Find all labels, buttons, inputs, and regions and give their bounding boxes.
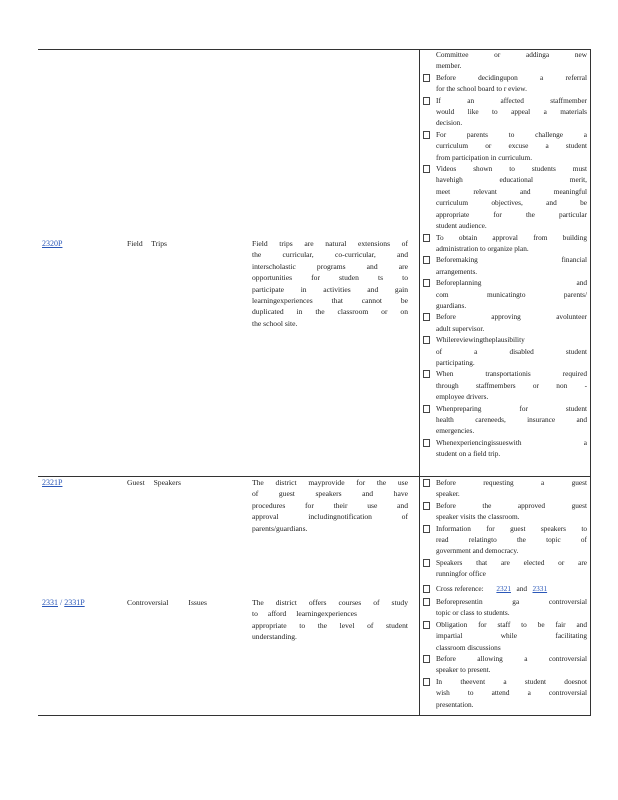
list-item-line: If an affected staffmember [436,95,587,105]
list-item-line: To obtain approval from building [436,232,587,242]
list-item [423,403,587,437]
cross-reference-conjunction: and [516,584,528,593]
list-item-line: Whenpreparing for student [436,403,587,413]
list-item [423,557,587,580]
list-item-line: curriculum or excuse a student [436,141,587,151]
list-item-line: Beforeplanning and [436,278,587,288]
list-item-line: presentation. [436,699,474,709]
description-line: the school site. [252,318,298,328]
list-item [423,368,587,402]
list-item [423,334,587,368]
checkbox-bullet-icon [423,97,430,105]
list-item-line: For parents to challenge a [436,129,587,139]
list-item-line: adult supervisor. [436,323,485,333]
checkbox-bullet-icon [423,256,430,264]
policy-code-2331[interactable] [42,597,85,608]
checkbox-bullet-icon [423,131,430,139]
list-item [423,653,587,676]
description-line: approval includingnotification of [252,512,408,522]
list-item [423,437,587,460]
description-line: participate in activities and gain [252,284,408,294]
list-item-line: appropriate for the particular [436,209,587,219]
cross-reference [423,583,587,594]
description-line: The district mayprovide for the use [252,478,408,487]
list-item-line: employee drivers. [436,392,489,402]
list-item-line: classroom discussions [436,642,501,652]
list-item-line: Whenexperiencingissueswith a [436,437,587,447]
table-right-border [590,49,591,715]
policy-code-link[interactable]: 2331 [42,598,58,607]
policy-code-2320p[interactable] [42,238,62,249]
list-item [423,583,587,594]
list-item-line: emergencies. [436,426,475,436]
description-line: Field trips are natural extensions of [252,239,408,248]
checkbox-bullet-icon [423,370,430,378]
policy-description [252,477,408,534]
list-item [423,523,587,557]
list-item-line: decision. [436,118,463,128]
checkbox-bullet-icon [423,655,430,663]
list-item-line: havehigh educational merit, [436,175,587,185]
policy-title [127,597,207,608]
list-item-line: topic or class to students. [436,608,510,618]
list-item [423,676,587,710]
checkbox-bullet-icon [423,621,430,629]
list-item-line: Obligation for staff to be fair and [436,619,587,629]
policy-title [127,238,167,249]
list-item [423,232,587,255]
list-item-line: speaker visits the classroom. [436,512,520,522]
description-line: appropriate to the level of student [252,620,408,630]
list-item-line: health careneeds, insurance and [436,415,587,424]
description-line: understanding. [252,632,297,642]
list-item-line: of a disabled student [436,346,587,356]
description-line: to afford learningexperiences [252,609,357,619]
list-item-line: runningfor office [436,569,486,579]
list-item [423,596,587,619]
checkbox-bullet-icon [423,74,430,82]
list-item [423,311,587,334]
list-item-line: member. [436,61,462,71]
policy-code-link[interactable]: 2321P [42,478,63,487]
list-item-line: speaker. [436,489,460,499]
list-item [423,500,587,523]
policy-description [252,597,408,643]
list-item-line: Before requesting a guest [436,478,587,487]
list-item-line: read relatingto the topic of [436,535,587,545]
list-item [423,163,587,231]
policy-description [252,238,408,329]
cross-reference-label: Cross reference: [436,584,484,593]
description-line: of guest speakers and have [252,489,408,499]
list-item [423,129,587,163]
cross-reference-link-2331[interactable]: 2331 [532,584,548,593]
policy-code-link[interactable]: 2320P [42,239,63,248]
list-item-line: In theevent a student doesnot [436,676,587,686]
checkbox-bullet-icon [423,479,430,487]
description-line: parents/guardians. [252,523,308,533]
cross-reference-line [436,583,587,594]
description-line: opportunities for studen ts to [252,273,408,283]
checkbox-bullet-icon [423,279,430,287]
checkbox-bullet-icon [423,234,430,242]
list-item [423,277,587,311]
description-line: the curricular, co-curricular, and [252,250,408,260]
list-item-line: impartial while facilitating [436,631,587,641]
checkbox-bullet-icon [423,405,430,413]
checkbox-bullet-icon [423,678,430,686]
table-bottom-border [38,715,591,716]
list-item-line: student audience. [436,221,487,231]
description-line: interscholastic programs and are [252,261,408,271]
policy-title [127,477,181,488]
list-item-line: would like to appeal a materials [436,107,587,117]
list-item-line: Whilereviewingtheplausibility [436,335,525,345]
bullet-list-field-trips [423,49,587,460]
list-item [423,95,587,129]
cross-reference-link-2321[interactable]: 2321 [496,584,511,593]
code-separator: / [60,598,63,607]
list-item-line: student on a field trip. [436,449,501,459]
policy-title-text: Controversial Issues [127,598,207,607]
list-item-line: Before decidingupon a referral [436,72,587,82]
list-item-line: Beforemaking financial [436,255,587,265]
checkbox-bullet-icon [423,313,430,321]
description-line: learningexperiences that cannot be [252,296,408,306]
checkbox-bullet-icon [423,439,430,447]
list-item-line: Videos shown to students must [436,164,587,174]
bullet-list-guest-speakers [423,477,587,580]
checkbox-bullet-icon [423,165,430,173]
checkbox-bullet-icon [423,525,430,533]
description-line: The district offers courses of study [252,598,408,607]
list-item-line: administration to organize plan. [436,243,529,253]
list-item-line: through staffmembers or non - [436,380,587,390]
list-item-line: speaker to present. [436,665,491,675]
list-item [423,477,587,500]
checkbox-bullet-icon [423,559,430,567]
list-item [423,72,587,95]
list-item [423,254,587,277]
checkbox-bullet-icon [423,336,430,344]
list-item-line: for the school board to r eview. [436,84,527,94]
list-item-line: guardians. [436,300,467,310]
checkbox-bullet-icon [423,598,430,606]
list-item-line: Beforepresentin ga controversial [436,597,587,606]
list-item-line: Before the approved guest [436,500,587,510]
policy-title-text: Field Trips [127,239,167,248]
bullet-list-controversial-issues [423,596,587,710]
list-item-line: Committee or addinga new [436,50,587,59]
policy-title-text: Guest Speakers [127,478,181,487]
list-item-line: government and democracy. [436,546,519,556]
checkbox-bullet-icon [423,585,430,593]
list-item-line: wish to attend a controversial [436,688,587,698]
list-item-line: Speakers that are elected or are [436,557,587,567]
description-line: procedures for their use and [252,500,408,510]
list-item [423,619,587,653]
policy-code-link[interactable]: 2331P [64,598,85,607]
policy-code-2321p[interactable] [42,477,62,488]
list-item-line: Before allowing a controversial [436,654,587,664]
list-item-line: arrangements. [436,266,478,276]
list-item-line: com municatingto parents/ [436,289,587,299]
list-item-line: When transportationis required [436,369,587,379]
description-line: duplicated in the classroom or on [252,307,408,317]
column-divider [419,49,420,715]
list-item [423,49,587,72]
list-item-line: Before approving avolunteer [436,312,587,322]
list-item-line: from participation in curriculum. [436,152,533,162]
checkbox-bullet-icon [423,502,430,510]
list-item-line: participating. [436,357,475,367]
list-item-line: Information for guest speakers to [436,523,587,533]
list-item-line: meet relevant and meaningful [436,186,587,196]
list-item-line: curriculum objectives, and be [436,198,587,208]
